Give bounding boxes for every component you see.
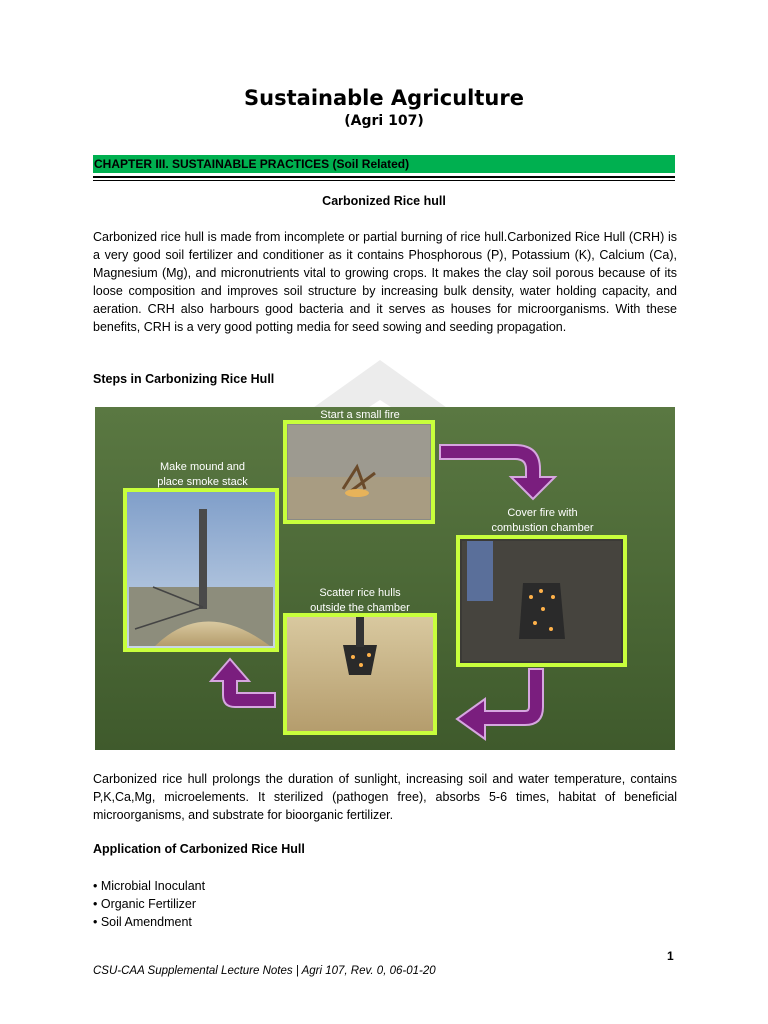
label-cover-fire-2: combustion chamber [491,522,594,534]
photo-make-mound [125,490,277,650]
photo-scatter-hulls [285,615,435,733]
benefits-paragraph: Carbonized rice hull prolongs the duration of sunlight, increasing soil and water temperature, contains P,K,Ca,Mg, microelements. It sterilized (pathogen free), absorbs 5-6 times, habitat of beneficial microorganisms, and substrate for bioorganic fertilizer. [93,772,677,822]
label-make-mound-1: Make mound and [160,461,245,473]
label-make-mound-2: place smoke stack [157,476,248,488]
label-scatter-1: Scatter rice hulls [319,587,401,599]
list-item: • Soil Amendment [93,915,192,929]
figure-canvas [95,407,675,750]
label-cover-fire-1: Cover fire with [507,507,578,519]
page-number: 1 [667,949,674,963]
label-scatter-2: outside the chamber [310,602,410,614]
list-item: • Organic Fertilizer [93,897,197,911]
application-list [93,877,205,931]
photo-cover-fire [458,537,625,665]
divider [93,180,675,181]
document-title: Sustainable Agriculture [244,86,524,110]
list-item: • Microbial Inoculant [93,879,206,893]
label-start-fire: Start a small fire [320,409,400,421]
chapter-heading: CHAPTER III. SUSTAINABLE PRACTICES (Soil Related) [93,155,675,173]
footer-text: CSU-CAA Supplemental Lecture Notes | Agri 107, Rev. 0, 06-01-20 [93,965,436,977]
carbonizing-steps-figure [95,407,675,750]
intro-paragraph: Carbonized rice hull is made from incomplete or partial burning of rice hull.Carbonized Rice Hull (CRH) is a very good soil fertilizer and conditioner as it contains Phosphorous (P), Potassium (K), Calcium (Ca), Magnesium (Mg), and micronutrients vital to growing crops. It makes the clay soil porous because of its loose composition and improves soil structure by increasing bulk density, water holding capacity, and aeration. CRH also harbours good bacteria and it serves as houses for microorganisms. With these benefits, CRH is a very good potting media for seed sowing and seeding propagation. [93,230,677,334]
course-code: (Agri 107) [344,113,424,129]
photo-start-fire [285,422,433,522]
application-heading: Application of Carbonized Rice Hull [93,842,305,856]
divider [93,176,675,178]
section-title: Carbonized Rice hull [322,194,446,208]
steps-heading: Steps in Carbonizing Rice Hull [93,372,275,386]
